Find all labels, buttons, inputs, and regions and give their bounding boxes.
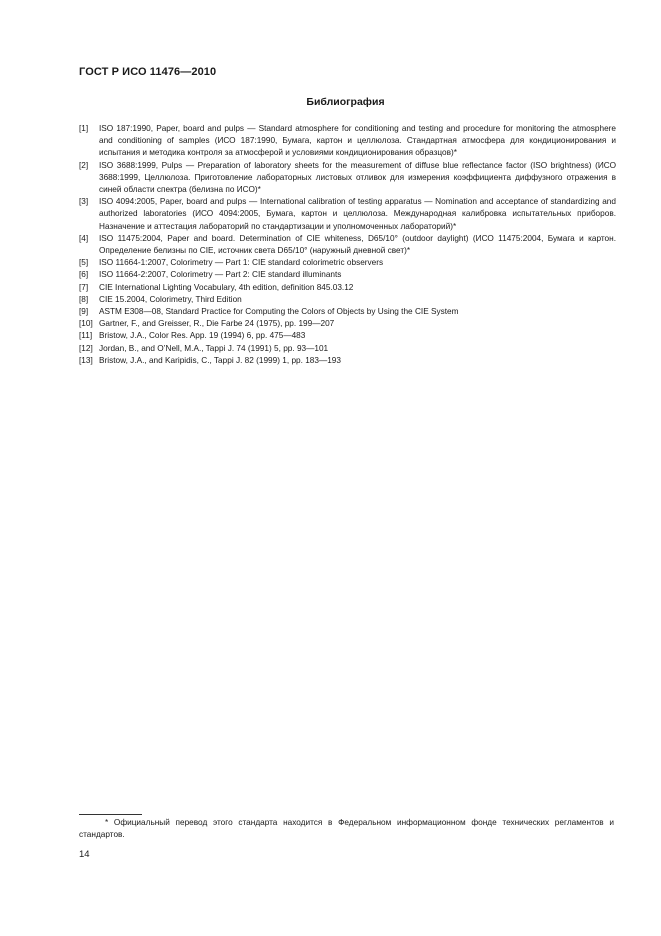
reference-number: [11] — [79, 331, 93, 341]
reference-item — [79, 294, 616, 306]
reference-number: [9] — [79, 307, 89, 317]
reference-text: ISO 11475:2004, Paper and board. Determination of CIE whiteness, D65/10° (outdoor daylight) (ИСО 11475:2004, Бумага и картон. Определение белизны по CIE, источник света D65/10° (наружный дневной свет)* — [99, 233, 616, 256]
reference-text: ISO 3688:1999, Pulps — Preparation of laboratory sheets for the measurement of diffuse blue reflectance factor (ISO brightness) (ИСО 3688:1999, Целлюлоза. Приготовление лабораторных листовых отливок для измерения коэффициента диффузного отражения в синей области спектра (белизна по ИСО)* — [99, 160, 616, 195]
reference-item — [79, 196, 616, 233]
reference-list — [79, 123, 616, 367]
reference-text: CIE 15.2004, Colorimetry, Third Edition — [99, 294, 242, 304]
reference-text: Bristow, J.A., and Karipidis, C., Tappi J. 82 (1999) 1, pp. 183—193 — [99, 355, 341, 365]
reference-number: [6] — [79, 270, 89, 280]
reference-item — [79, 282, 616, 294]
reference-number: [4] — [79, 233, 89, 243]
reference-item — [79, 330, 616, 342]
reference-item — [79, 233, 616, 257]
reference-number: [7] — [79, 282, 89, 292]
reference-text: ISO 11664-2:2007, Colorimetry — Part 2: CIE standard illuminants — [99, 270, 342, 280]
reference-text: Gartner, F., and Greisser, R., Die Farbe 24 (1975), pp. 199—207 — [99, 319, 335, 329]
reference-item — [79, 355, 616, 367]
reference-item — [79, 343, 616, 355]
reference-text: ISO 4094:2005, Paper, board and pulps — International calibration of testing apparatus — Nomination and acceptance of standardizing and authorized laboratories (ИСО 4094:2005, Бумага, картон и целлюлоза. Международная калибровка испытательных приборов. Назначение и аттестация лабораторий по стандартизации и уполномоченных лабораторий)* — [99, 197, 616, 231]
reference-text: CIE International Lighting Vocabulary, 4th edition, definition 845.03.12 — [99, 282, 354, 292]
reference-item — [79, 257, 616, 269]
reference-text: Bristow, J.A., Color Res. App. 19 (1994) 6, pp. 475—483 — [99, 331, 306, 341]
reference-number: [3] — [79, 197, 89, 207]
reference-number: [8] — [79, 294, 89, 304]
reference-item — [79, 160, 616, 197]
reference-text: ISO 187:1990, Paper, board and pulps — Standard atmosphere for conditioning and testing and procedure for monitoring the atmosphere and conditioning of samples (ИСО 187:1990, Бумага, картон и целлюлоза. Стандартная атмосфера для кондиционирования и испытания и методика контроля за атмосферой и условиями кондиционирования образцов)* — [99, 124, 616, 158]
footnote: * Официальный перевод этого стандарта находится в Федеральном информационном фонде технических регламентов и стандартов. — [79, 818, 614, 840]
reference-number: [13] — [79, 355, 93, 365]
reference-number: [10] — [79, 319, 93, 329]
bibliography-title: Библиография — [306, 96, 385, 108]
reference-number: [1] — [79, 124, 89, 133]
document-header: ГОСТ Р ИСО 11476—2010 — [79, 66, 217, 78]
reference-item — [79, 269, 616, 281]
reference-item — [79, 306, 616, 318]
footnote-divider — [79, 814, 142, 815]
reference-text: ASTM E308—08, Standard Practice for Computing the Colors of Objects by Using the CIE System — [99, 307, 459, 317]
reference-text: ISO 11664-1:2007, Colorimetry — Part 1: CIE standard colorimetric observers — [99, 258, 384, 268]
page-number: 14 — [79, 849, 90, 860]
reference-number: [12] — [79, 343, 93, 353]
reference-number: [5] — [79, 258, 89, 268]
reference-number: [2] — [79, 160, 89, 170]
reference-text: Jordan, B., and O’Nell, M.A., Tappi J. 74 (1991) 5, pp. 93—101 — [99, 343, 329, 353]
reference-item — [79, 318, 616, 330]
reference-item — [79, 123, 616, 160]
